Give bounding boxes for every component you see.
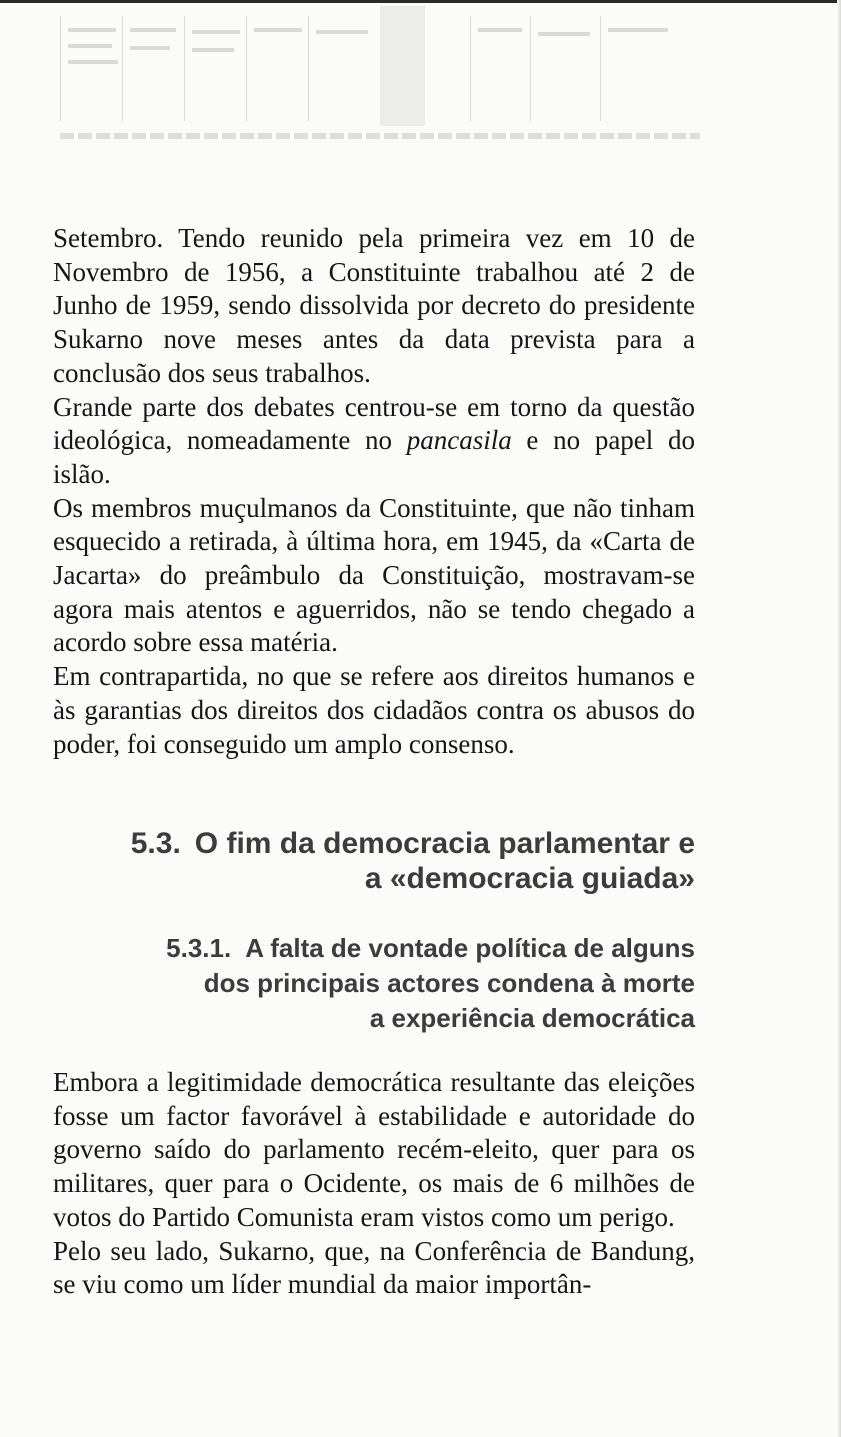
scan-right-edge	[837, 0, 841, 1437]
section-title-line: a «democracia guiada»	[364, 862, 695, 895]
paragraph: Embora a legitimidade democrática resultante das eleições fosse um factor favorável à estabilidade e autoridade do governo saído do parlamento recém-eleito, quer para os militares, quer para o Ocidente, os mais de 6 milhões de votos do Partido Comunista eram vistos como um perigo.	[53, 1067, 695, 1232]
paragraph	[53, 391, 695, 492]
subsection-number: 5.3.1.	[166, 933, 232, 963]
body-text-bottom	[53, 1066, 695, 1302]
section-heading	[55, 826, 695, 896]
subsection-title-line: a experiência democrática	[369, 1003, 695, 1033]
reverse-page-showthrough	[60, 6, 700, 156]
subsection-heading	[95, 931, 695, 1036]
paragraph: Setembro. Tendo reunido pela primeira vez em 10 de Novembro de 1956, a Constituinte trabalhou até 2 de Junho de 1959, sendo dissolvida por decreto do presidente Sukarno nove meses antes da data prevista para a conclusão dos seus trabalhos.	[53, 223, 695, 388]
subsection-title-line: dos principais actores condena à morte	[203, 968, 695, 998]
scan-top-edge	[0, 0, 841, 3]
paragraph: Em contrapartida, no que se refere aos direitos humanos e às garantias dos direitos dos cidadãos contra os abusos do poder, foi conseguido um amplo consenso.	[53, 661, 695, 759]
italic-term: pancasila	[406, 425, 512, 456]
section-title-line: O fim da democracia parlamentar e	[194, 827, 695, 860]
paragraph: Os membros muçulmanos da Constituinte, que não tinham esquecido a retirada, à última hora, em 1945, da «Carta de Jacarta» do preâmbulo da Constituição, mostravam-se agora mais atentos e aguerridos, não se tendo chegado a acordo sobre essa matéria.	[53, 492, 695, 658]
paragraph: Pelo seu lado, Sukarno, que, na Conferência de Bandung, se viu como um líder mundial da maior importân-	[53, 1235, 695, 1300]
section-number: 5.3.	[130, 827, 181, 860]
paragraph-text: e no papel do islão.	[53, 425, 695, 489]
body-text-top	[53, 222, 695, 761]
subsection-title-line: A falta de vontade política de alguns	[245, 933, 695, 963]
paragraph-text: Grande parte dos debates centrou-se em torno da questão ideológica, nomeadamente no	[53, 391, 695, 456]
